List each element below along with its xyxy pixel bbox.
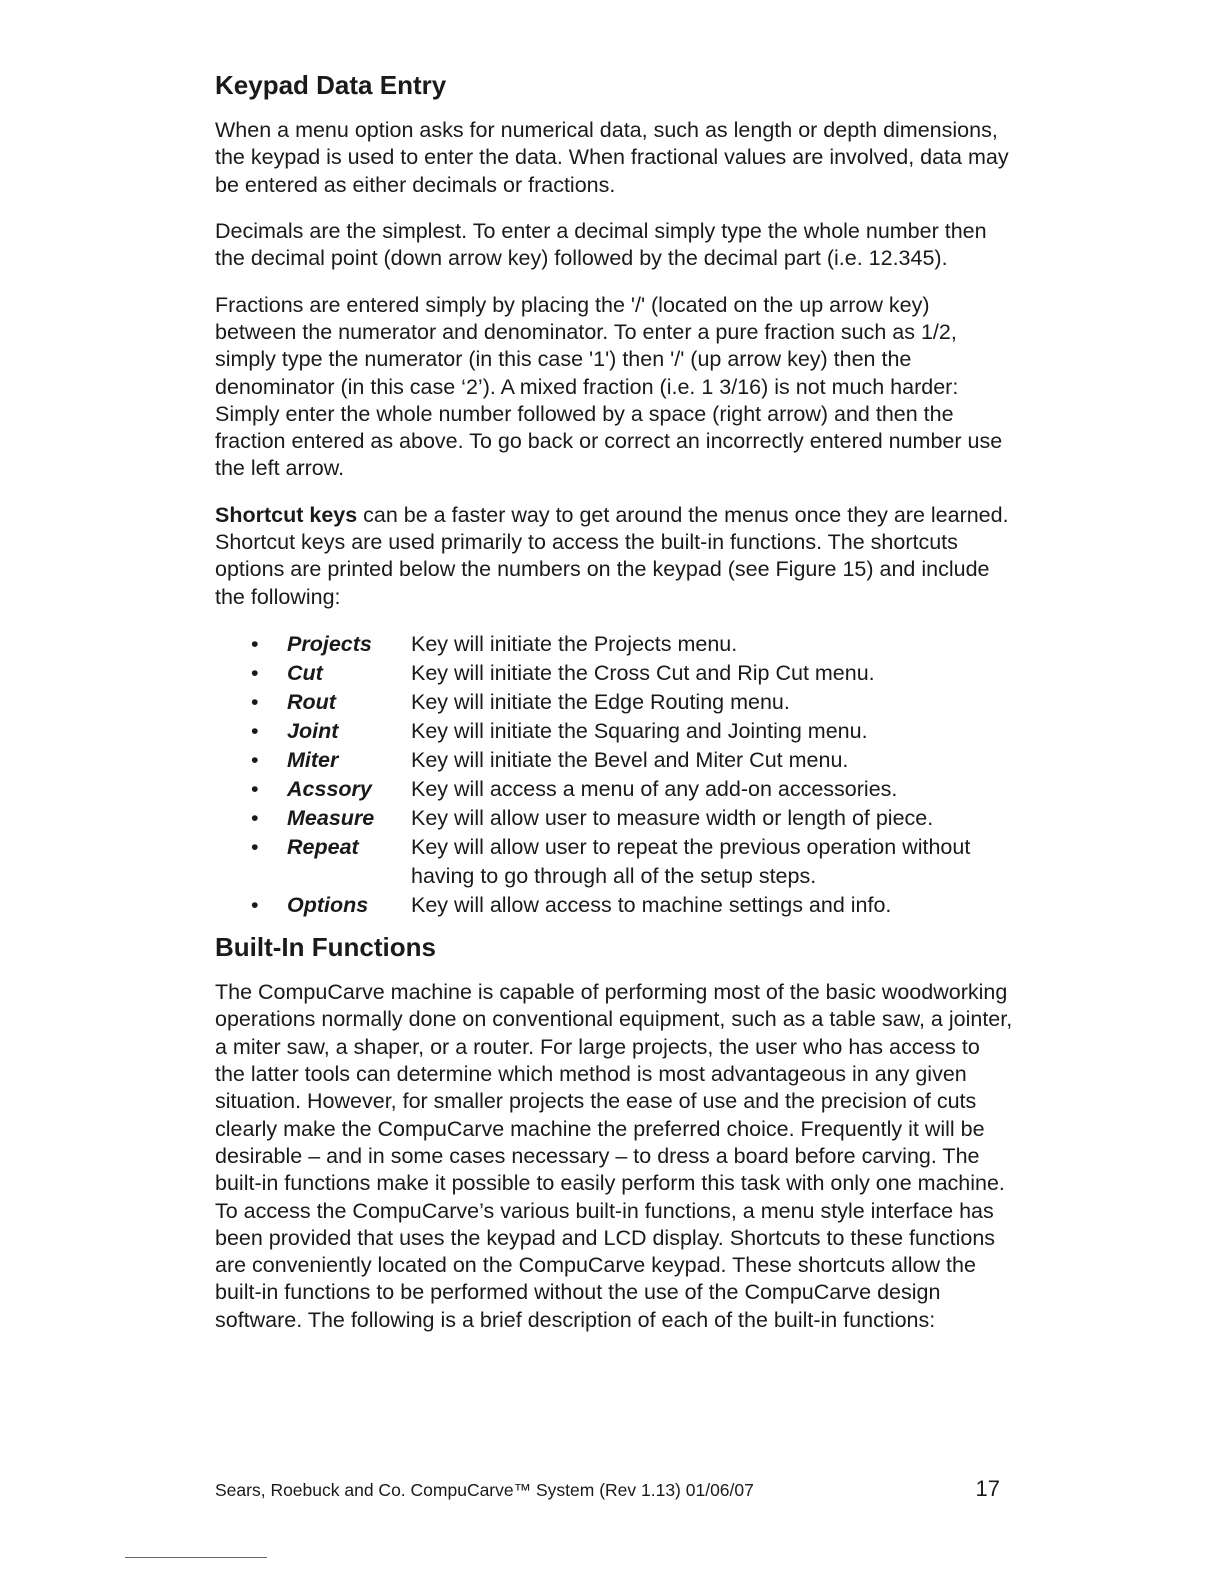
shortcut-key-description: Key will allow user to measure width or length of piece. [411, 805, 934, 830]
section-heading-built-in-functions: Built-In Functions [215, 931, 436, 962]
list-item [215, 630, 1015, 659]
shortcut-key-name: Miter [287, 747, 339, 772]
shortcut-key-name: Cut [287, 660, 323, 685]
shortcut-key-description: Key will allow access to machine settings and info. [411, 892, 892, 917]
bullet: • [251, 689, 259, 714]
paragraph-shortcut-keys [215, 502, 1015, 611]
list-item [215, 775, 1015, 804]
bullet: • [251, 718, 259, 743]
list-item [215, 659, 1015, 688]
bullet: • [251, 834, 259, 859]
bullet: • [251, 660, 259, 685]
bullet: • [251, 631, 259, 656]
shortcut-key-description: Key will initiate the Projects menu. [411, 631, 738, 656]
list-item [215, 688, 1015, 717]
list-item [215, 717, 1015, 746]
shortcut-key-description: Key will access a menu of any add-on accessories. [411, 776, 898, 801]
page-footer [215, 1476, 1000, 1502]
shortcut-key-description: Key will allow user to repeat the previous operation without having to go through all of the setup steps. [411, 834, 971, 888]
paragraph-fractions: Fractions are entered simply by placing the '/' (located on the up arrow key) between the numerator and denominator. To enter a pure fraction such as 1/2, simply type the numerator (in this case '1') then '/' (up arrow key) then the denominator (in this case ‘2’). A mixed fraction (i.e. 1 3/16) is not much harder: Simply enter the whole number followed by a space (right arrow) and then the fraction entered as above. To go back or correct an incorrectly entered number use the left arrow. [215, 292, 1003, 481]
bottom-divider [125, 1557, 267, 1558]
shortcut-keys-text: can be a faster way to get around the menus once they are learned. Shortcut keys are used primarily to access the built-in functions. The shortcuts options are printed below the numbers on the keypad (see Figure 15) and include the following: [215, 502, 1009, 609]
shortcut-key-name: Repeat [287, 834, 359, 859]
list-item [215, 833, 1015, 891]
shortcut-key-name: Acssory [287, 776, 372, 801]
page-content [215, 70, 1015, 1353]
page-number: 17 [975, 1476, 1000, 1501]
paragraph-numerical-data: When a menu option asks for numerical data, such as length or depth dimensions, the keypad is used to enter the data. When fractional values are involved, data may be entered as either decimals or fractions. [215, 118, 1009, 197]
bullet: • [251, 776, 259, 801]
list-item [215, 891, 1015, 920]
shortcut-key-name: Rout [287, 689, 336, 714]
bullet: • [251, 892, 259, 917]
shortcut-key-name: Joint [287, 718, 339, 743]
shortcut-keys-term: Shortcut keys [215, 502, 358, 527]
list-item [215, 746, 1015, 775]
section-heading-keypad-data-entry: Keypad Data Entry [215, 70, 447, 100]
paragraph-decimals: Decimals are the simplest. To enter a decimal simply type the whole number then the decimal point (down arrow key) followed by the decimal part (i.e. 12.345). [215, 219, 987, 271]
shortcut-key-description: Key will initiate the Squaring and Jointing menu. [411, 718, 868, 743]
shortcut-key-description: Key will initiate the Cross Cut and Rip Cut menu. [411, 660, 875, 685]
bullet: • [251, 805, 259, 830]
shortcut-key-list [215, 630, 1015, 920]
bullet: • [251, 747, 259, 772]
shortcut-key-description: Key will initiate the Edge Routing menu. [411, 689, 790, 714]
shortcut-key-name: Projects [287, 631, 372, 656]
list-item [215, 804, 1015, 833]
shortcut-key-description: Key will initiate the Bevel and Miter Cut menu. [411, 747, 849, 772]
footer-text: Sears, Roebuck and Co. CompuCarve™ System (Rev 1.13) 01/06/07 [215, 1480, 754, 1500]
shortcut-key-name: Measure [287, 805, 375, 830]
paragraph-built-in-functions: The CompuCarve machine is capable of performing most of the basic woodworking operations normally done on conventional equipment, such as a table saw, a jointer, a miter saw, a shaper, or a router. For large projects, the user who has access to the latter tools can determine which method is most advantageous in any given situation. However, for smaller projects the ease of use and the precision of cuts clearly make the CompuCarve machine the preferred choice. Frequently it will be desirable – and in some cases necessary – to dress a board before carving. The built-in functions make it possible to easily perform this task with only one machine. To access the CompuCarve’s various built-in functions, a menu style interface has been provided that uses the keypad and LCD display. Shortcuts to these functions are conveniently located on the CompuCarve keypad. These shortcuts allow the built-in functions to be performed without the use of the CompuCarve design software. The following is a brief description of each of the built-in functions: [215, 980, 1013, 1332]
shortcut-key-name: Options [287, 892, 369, 917]
